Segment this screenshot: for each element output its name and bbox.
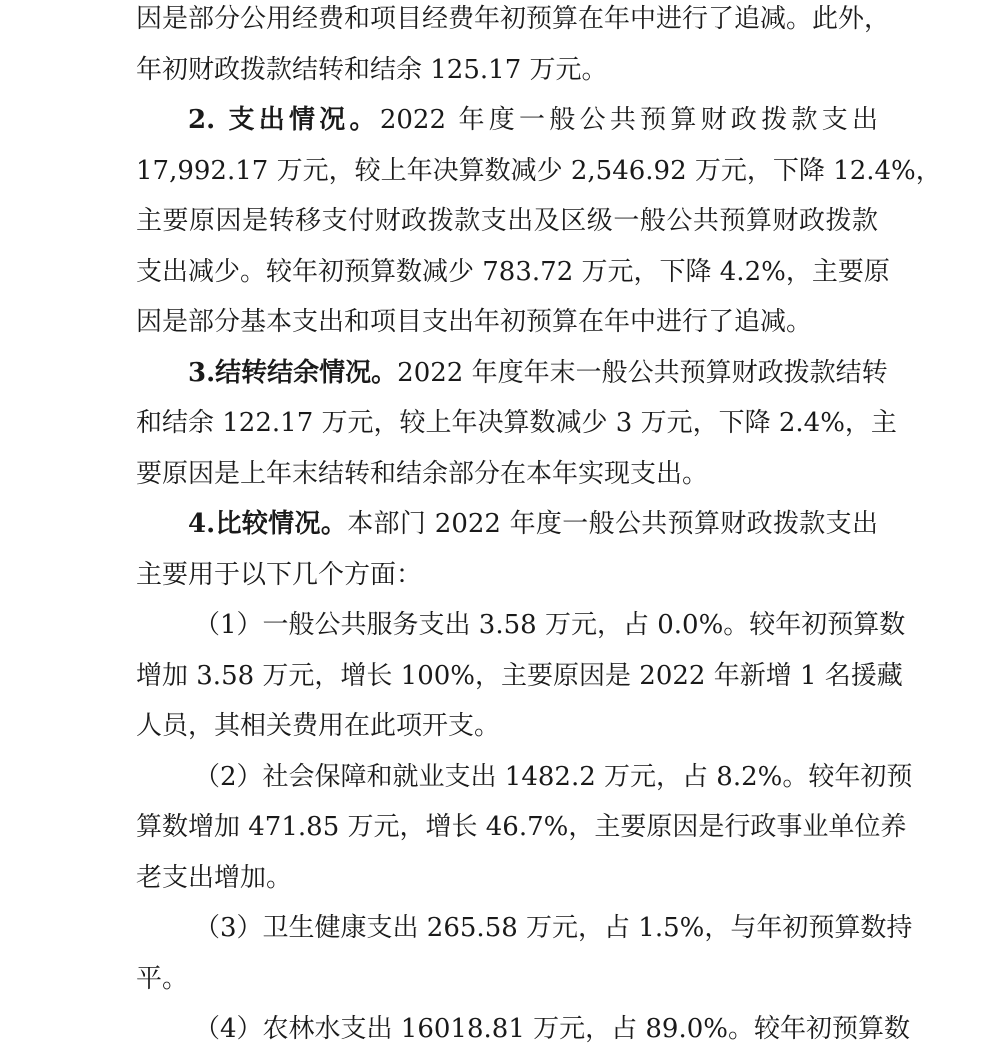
paragraph-line: 老支出增加。	[136, 862, 293, 893]
paragraph-line: 主要原因是转移支付财政拨款支出及区级一般公共预算财政拨款	[136, 206, 878, 236]
paragraph-line: 增加 3.58 万元，增长 100%，主要原因是 2022 年新增 1 名援藏	[136, 660, 903, 691]
paragraph-line: 要原因是上年末结转和结余部分在本年实现支出。	[136, 458, 709, 489]
list-item-line: （2）社会保障和就业支出 1482.2 万元，占 8.2%。较年初预	[194, 761, 913, 792]
paragraph-line: 因是部分公用经费和项目经费年初预算在年中进行了追减。此外，	[136, 4, 891, 34]
paragraph-line: 支出减少。较年初预算数减少 783.72 万元，下降 4.2%，主要原	[136, 256, 890, 287]
section-heading-carryover: 3.结转结余情况。	[188, 357, 398, 388]
paragraph-line: 年初财政拨款结转和结余 125.17 万元。	[136, 54, 608, 85]
section-heading-comparison: 4.比较情况。	[188, 509, 348, 539]
list-item-line: （3）卫生健康支出 265.58 万元，占 1.5%，与年初预算数持	[194, 913, 913, 943]
paragraph-line: 主要用于以下几个方面：	[136, 559, 423, 590]
paragraph-text: 2022 年度一般公共预算财政拨款支出	[379, 105, 878, 135]
list-item-line: （1）一般公共服务支出 3.58 万元，占 0.0%。较年初预算数	[194, 610, 906, 640]
section-heading-line	[136, 95, 878, 146]
paragraph-line: 和结余 122.17 万元，较上年决算数减少 3 万元，下降 2.4%，主	[136, 408, 897, 438]
paragraph-line: 算数增加 471.85 万元，增长 46.7%，主要原因是行政事业单位养	[136, 812, 907, 842]
document-page	[136, 0, 942, 1055]
section-heading-expenditure: 2. 支出情况。	[188, 105, 380, 135]
section-heading-line	[136, 499, 878, 550]
list-item-line: （4）农林水支出 16018.81 万元，占 89.0%。较年初预算数	[194, 1014, 910, 1044]
paragraph-line: 因是部分基本支出和项目支出年初预算在年中进行了追减。	[136, 307, 813, 337]
paragraph-line: 17,992.17 万元，较上年决算数减少 2,546.92 万元，下降 12.4%，	[136, 155, 942, 186]
paragraph-text: 本部门 2022 年度一般公共预算财政拨款支出	[347, 509, 878, 539]
paragraph-line: 平。	[136, 963, 189, 994]
section-heading-line	[136, 348, 888, 399]
paragraph-line: 人员，其相关费用在此项开支。	[136, 711, 501, 741]
paragraph-text: 2022 年度年末一般公共预算财政拨款结转	[397, 357, 888, 388]
